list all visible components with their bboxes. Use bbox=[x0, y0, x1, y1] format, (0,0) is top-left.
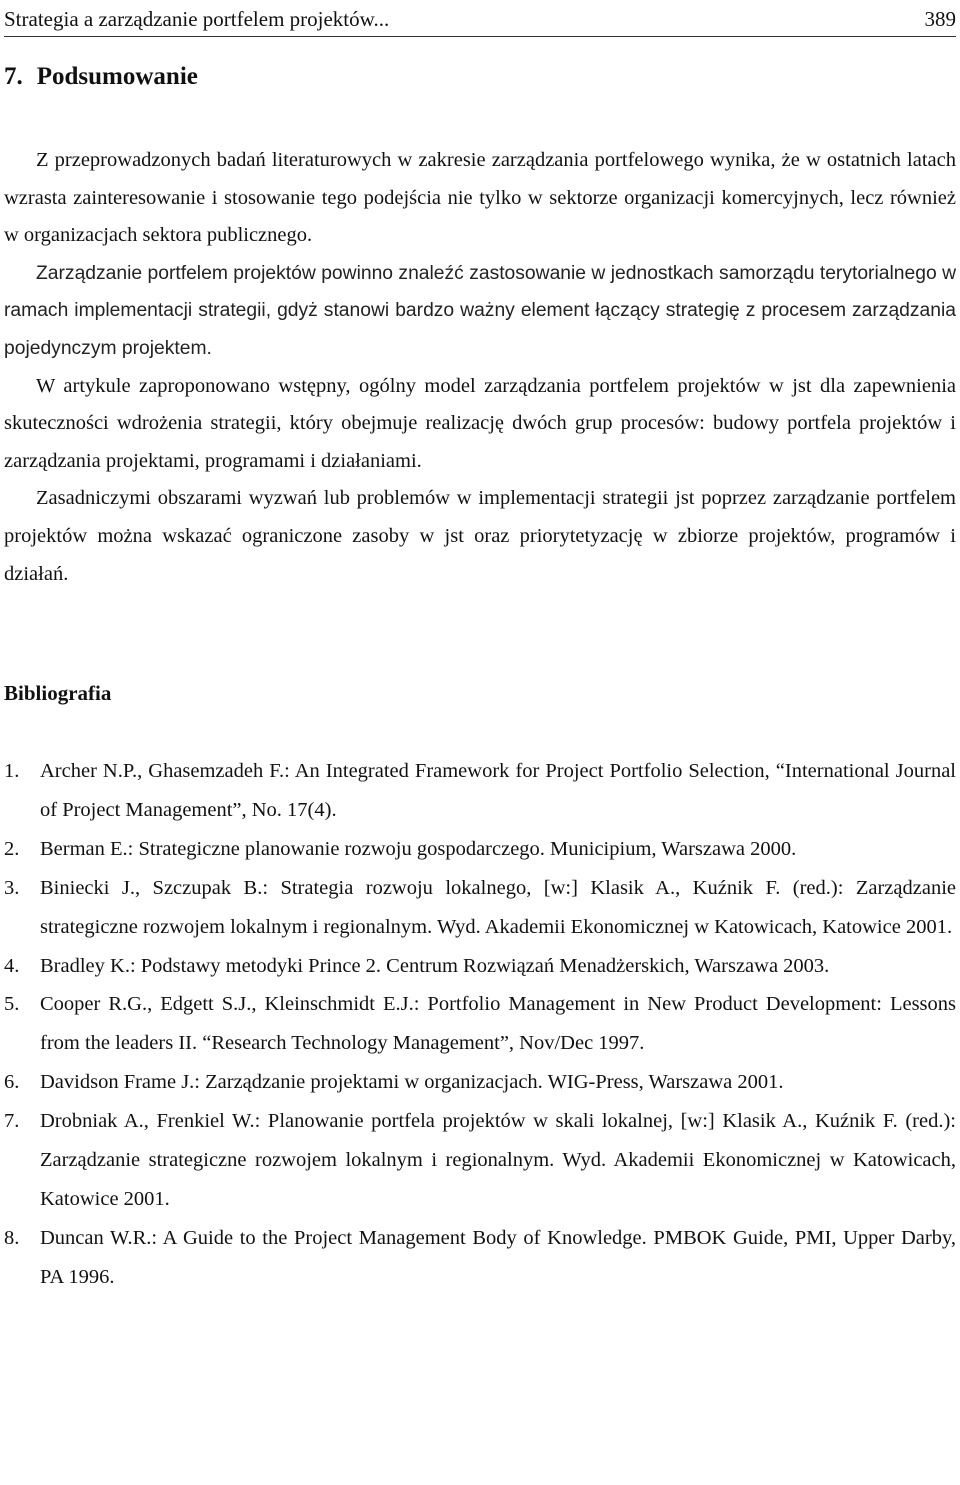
bibliography-entry bbox=[4, 985, 956, 1063]
bibliography-entry bbox=[4, 869, 956, 947]
paragraph: Zarządzanie portfelem projektów powinno znaleźć zastosowanie w jednostkach samorządu terytorialnego w ramach implementacji strategii, gdyż stanowi bardzo ważny element łączący strategię z procesem zarządzania pojedynczym projektem. bbox=[4, 262, 956, 359]
entry-text: Duncan W.R.: A Guide to the Project Management Body of Knowledge. PMBOK Guide, PMI, Upper Darby, PA 1996. bbox=[40, 1226, 956, 1288]
bibliography-heading: Bibliografia bbox=[4, 681, 112, 705]
entry-text: Archer N.P., Ghasemzadeh F.: An Integrated Framework for Project Portfolio Selection, “International Journal of Project Management”, No. 17(4). bbox=[40, 760, 956, 821]
entry-number: 7. bbox=[4, 1110, 20, 1133]
entry-text: Biniecki J., Szczupak B.: Strategia rozwoju lokalnego, [w:] Klasik A., Kuźnik F. (red.): Zarządzanie strategiczne rozwojem lokalnym i regionalnym. Wyd. Akademii Ekonomicznej w Katowicach, Katowice 2001. bbox=[40, 876, 956, 938]
bibliography-entry bbox=[4, 830, 956, 869]
bibliography-entry bbox=[4, 752, 956, 830]
entry-text: Bradley K.: Podstawy metodyki Prince 2. Centrum Rozwiązań Menadżerskich, Warszawa 2003. bbox=[40, 954, 830, 977]
summary-body bbox=[4, 142, 956, 593]
running-header bbox=[4, 4, 956, 37]
entry-text: Drobniak A., Frenkiel W.: Planowanie portfela projektów w skali lokalnej, [w:] Klasik A., Kuźnik F. (red.): Zarządzanie strategiczne rozwojem lokalnym i regionalnym. Wyd. Akademii Ekonomicznej w Katowicach, Katowice 2001. bbox=[40, 1110, 956, 1210]
bibliography-entry bbox=[4, 1102, 956, 1219]
entry-number: 8. bbox=[4, 1226, 20, 1249]
entry-number: 2. bbox=[4, 837, 20, 860]
paragraph: Z przeprowadzonych badań literaturowych w zakresie zarządzania portfelowego wynika, że w ostatnich latach wzrasta zainteresowanie i stosowanie tego podejścia nie tylko w sektorze organizacji komercyjnych, lecz również w organizacjach sektora publicznego. bbox=[4, 149, 956, 247]
bibliography-entry bbox=[4, 1219, 956, 1297]
paragraph: Zasadniczymi obszarami wyzwań lub problemów w implementacji strategii jst poprzez zarządzanie portfelem projektów można wskazać ograniczone zasoby w jst oraz priorytetyzację w zbiorze projektów, programów i działań. bbox=[4, 487, 956, 585]
paragraph: W artykule zaproponowano wstępny, ogólny model zarządzania portfelem projektów w jst dla zapewnienia skuteczności wdrożenia strategii, który obejmuje realizację dwóch grup procesów: budowy portfela projektów i zarządzania projektami, programami i działaniami. bbox=[4, 374, 956, 472]
bibliography-entry bbox=[4, 947, 956, 986]
entry-text: Berman E.: Strategiczne planowanie rozwoju gospodarczego. Municipium, Warszawa 2000. bbox=[40, 837, 797, 860]
entry-number: 4. bbox=[4, 954, 20, 977]
entry-text: Davidson Frame J.: Zarządzanie projektami w organizacjach. WIG-Press, Warszawa 2001. bbox=[40, 1071, 784, 1094]
entry-number: 5. bbox=[4, 993, 20, 1016]
running-title: Strategia a zarządzanie portfelem projektów... bbox=[4, 7, 390, 31]
entry-number: 6. bbox=[4, 1071, 20, 1094]
entry-number: 1. bbox=[4, 760, 20, 782]
section-title-text: Podsumowanie bbox=[36, 63, 198, 90]
entry-number: 3. bbox=[4, 876, 20, 899]
bibliography-list bbox=[4, 752, 956, 1297]
entry-text: Cooper R.G., Edgett S.J., Kleinschmidt E.J.: Portfolio Management in New Product Development: Lessons from the leaders II. “Research Technology Management”, Nov/Dec 1997. bbox=[40, 993, 956, 1055]
page-number: 389 bbox=[924, 7, 956, 31]
bibliography-entry bbox=[4, 1063, 956, 1102]
section-title bbox=[4, 60, 198, 94]
section-number: 7. bbox=[4, 63, 23, 90]
